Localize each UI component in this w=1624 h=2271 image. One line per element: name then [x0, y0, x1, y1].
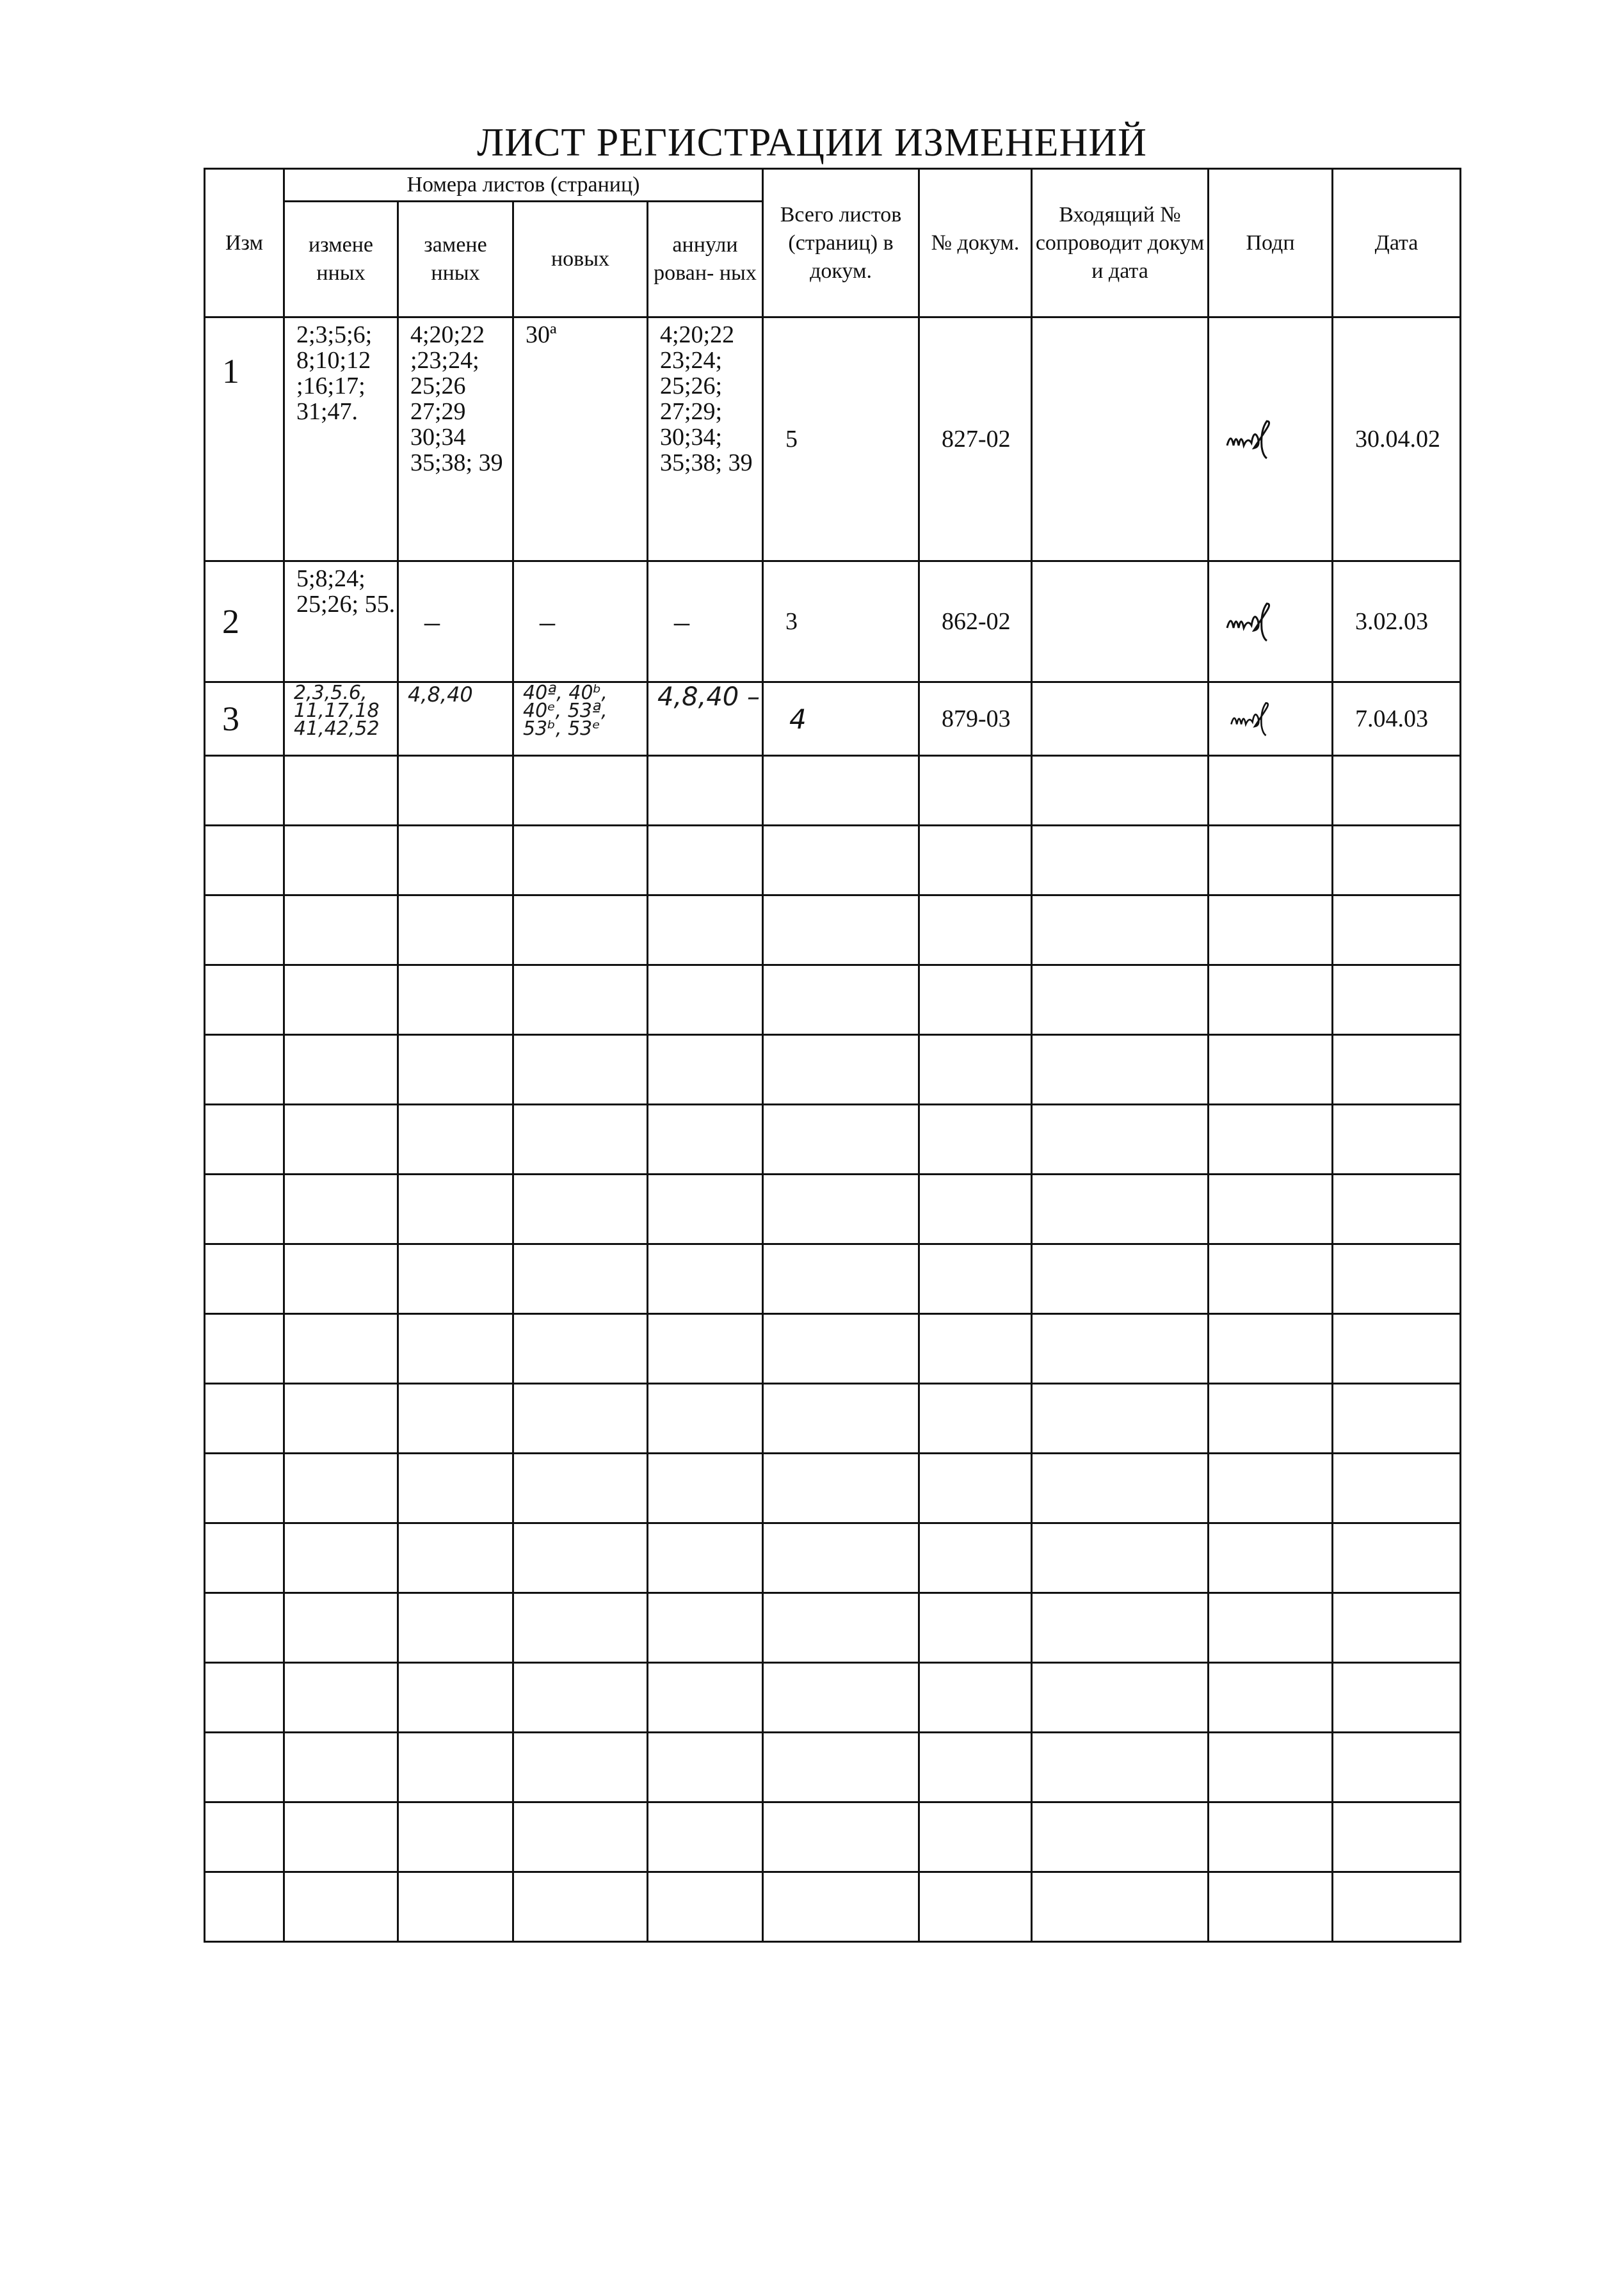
empty-cell	[1209, 1872, 1333, 1942]
empty-cell	[284, 1035, 398, 1105]
empty-cell	[763, 1523, 919, 1593]
empty-cell	[513, 1802, 648, 1872]
cell-new: 30ª	[513, 317, 648, 561]
empty-cell	[513, 1593, 648, 1663]
empty-cell	[763, 1035, 919, 1105]
empty-cell	[1333, 1314, 1461, 1384]
empty-cell	[205, 1244, 284, 1314]
empty-cell	[398, 1314, 513, 1384]
empty-cell	[1032, 1593, 1209, 1663]
signature-cell	[1209, 561, 1333, 682]
empty-cell	[1209, 965, 1333, 1035]
empty-table-row	[205, 1872, 1461, 1942]
empty-cell	[284, 1244, 398, 1314]
empty-cell	[648, 1523, 763, 1593]
empty-cell	[1032, 1175, 1209, 1244]
empty-cell	[648, 1035, 763, 1105]
empty-cell	[513, 1454, 648, 1523]
header-annulled: аннули рован- ных	[648, 202, 763, 317]
header-sign: Подп	[1209, 169, 1333, 317]
cell-replaced: 4;20;22 ;23;24; 25;26 27;29 30;34 35;38; 39	[398, 317, 513, 561]
empty-cell	[398, 1105, 513, 1175]
empty-cell	[205, 1454, 284, 1523]
empty-cell	[919, 965, 1032, 1035]
empty-cell	[919, 1593, 1032, 1663]
header-changed: измене нных	[284, 202, 398, 317]
empty-cell	[513, 1523, 648, 1593]
empty-cell	[919, 1454, 1032, 1523]
empty-cell	[1333, 1454, 1461, 1523]
empty-cell	[205, 1384, 284, 1454]
empty-table-row	[205, 895, 1461, 965]
empty-cell	[205, 756, 284, 826]
empty-cell	[1209, 1523, 1333, 1593]
empty-cell	[1209, 1314, 1333, 1384]
empty-cell	[205, 1523, 284, 1593]
empty-cell	[763, 1105, 919, 1175]
empty-cell	[1032, 1872, 1209, 1942]
empty-cell	[205, 1035, 284, 1105]
empty-cell	[648, 1593, 763, 1663]
empty-cell	[284, 1384, 398, 1454]
empty-cell	[1032, 1663, 1209, 1733]
empty-cell	[763, 1802, 919, 1872]
signature-mark	[1225, 695, 1295, 740]
empty-cell	[1209, 895, 1333, 965]
cell-date: 3.02.03	[1333, 561, 1461, 682]
signature-cell	[1209, 682, 1333, 756]
empty-cell	[1333, 1105, 1461, 1175]
cell-date: 7.04.03	[1333, 682, 1461, 756]
empty-cell	[648, 1802, 763, 1872]
empty-cell	[1209, 1454, 1333, 1523]
header-new: новых	[513, 202, 648, 317]
empty-cell	[1333, 1523, 1461, 1593]
empty-cell	[763, 1663, 919, 1733]
cell-replaced: –	[398, 561, 513, 682]
empty-cell	[284, 1593, 398, 1663]
empty-cell	[284, 1733, 398, 1802]
empty-cell	[398, 826, 513, 895]
empty-cell	[1032, 1802, 1209, 1872]
cell-incoming	[1032, 317, 1209, 561]
empty-cell	[763, 1872, 919, 1942]
empty-cell	[398, 756, 513, 826]
empty-cell	[205, 1872, 284, 1942]
empty-cell	[919, 1663, 1032, 1733]
header-sheet-numbers: Номера листов (страниц)	[284, 169, 763, 202]
cell-annulled: 4;20;22 23;24; 25;26; 27;29; 30;34; 35;38; 39	[648, 317, 763, 561]
empty-cell	[398, 895, 513, 965]
empty-cell	[1209, 1733, 1333, 1802]
cell-doc-no: 879-03	[919, 682, 1032, 756]
empty-cell	[205, 1105, 284, 1175]
empty-cell	[398, 1384, 513, 1454]
empty-cell	[648, 1454, 763, 1523]
empty-cell	[648, 1175, 763, 1244]
empty-table-row	[205, 1105, 1461, 1175]
empty-cell	[763, 895, 919, 965]
empty-cell	[1209, 1105, 1333, 1175]
cell-changed: 2;3;5;6; 8;10;12 ;16;17; 31;47.	[284, 317, 398, 561]
signature-cell	[1209, 317, 1333, 561]
empty-cell	[284, 756, 398, 826]
empty-cell	[284, 1314, 398, 1384]
empty-cell	[284, 895, 398, 965]
empty-cell	[1032, 826, 1209, 895]
empty-cell	[1032, 895, 1209, 965]
empty-cell	[398, 1175, 513, 1244]
empty-cell	[1333, 1872, 1461, 1942]
empty-cell	[284, 1454, 398, 1523]
cell-changed: 2,3,5.6, 11,17,18 41,42,52	[284, 682, 398, 756]
header-incoming: Входящий № сопроводит докум и дата	[1032, 169, 1209, 317]
empty-cell	[1032, 965, 1209, 1035]
cell-izm: 3	[205, 682, 284, 756]
cell-incoming	[1032, 682, 1209, 756]
empty-cell	[1333, 756, 1461, 826]
empty-cell	[1209, 1244, 1333, 1314]
empty-cell	[919, 1175, 1032, 1244]
empty-cell	[763, 1244, 919, 1314]
empty-cell	[1333, 895, 1461, 965]
empty-table-row	[205, 965, 1461, 1035]
empty-cell	[1032, 1035, 1209, 1105]
empty-cell	[1209, 1663, 1333, 1733]
empty-cell	[284, 1105, 398, 1175]
empty-cell	[919, 1523, 1032, 1593]
empty-cell	[284, 1175, 398, 1244]
empty-cell	[648, 895, 763, 965]
empty-cell	[398, 1523, 513, 1593]
empty-cell	[398, 1454, 513, 1523]
empty-cell	[1209, 1175, 1333, 1244]
empty-cell	[763, 1733, 919, 1802]
empty-cell	[205, 1663, 284, 1733]
empty-cell	[648, 965, 763, 1035]
empty-cell	[398, 965, 513, 1035]
table-row	[205, 317, 1461, 561]
empty-cell	[1209, 1035, 1333, 1105]
header-replaced: замене нных	[398, 202, 513, 317]
empty-cell	[205, 1175, 284, 1244]
empty-cell	[513, 1872, 648, 1942]
empty-cell	[648, 1663, 763, 1733]
empty-cell	[919, 1733, 1032, 1802]
cell-incoming	[1032, 561, 1209, 682]
empty-cell	[205, 1593, 284, 1663]
empty-cell	[513, 1733, 648, 1802]
empty-cell	[919, 756, 1032, 826]
cell-izm: 1	[205, 317, 284, 561]
change-registration-table	[204, 168, 1461, 1943]
empty-cell	[205, 1802, 284, 1872]
empty-cell	[398, 1035, 513, 1105]
empty-cell	[1209, 1802, 1333, 1872]
empty-cell	[919, 895, 1032, 965]
empty-cell	[648, 1872, 763, 1942]
empty-cell	[1333, 1733, 1461, 1802]
cell-total: 5	[763, 317, 919, 561]
signature-mark	[1225, 412, 1295, 463]
empty-table-row	[205, 756, 1461, 826]
cell-replaced: 4,8,40	[398, 682, 513, 756]
empty-cell	[284, 1663, 398, 1733]
empty-table-row	[205, 1244, 1461, 1314]
empty-cell	[1032, 756, 1209, 826]
empty-cell	[919, 1035, 1032, 1105]
empty-cell	[205, 1733, 284, 1802]
empty-cell	[919, 1314, 1032, 1384]
cell-new: –	[513, 561, 648, 682]
header-izm: Изм	[205, 169, 284, 317]
cell-new: 40ª, 40ᵇ, 40ᵉ, 53ª, 53ᵇ, 53ᵉ	[513, 682, 648, 756]
empty-cell	[763, 965, 919, 1035]
cell-total: 4	[763, 682, 919, 756]
cell-total: 3	[763, 561, 919, 682]
empty-cell	[1209, 1593, 1333, 1663]
empty-table-row	[205, 1523, 1461, 1593]
table-row	[205, 561, 1461, 682]
empty-cell	[1032, 1105, 1209, 1175]
empty-cell	[284, 1802, 398, 1872]
empty-cell	[919, 826, 1032, 895]
page-title: ЛИСТ РЕГИСТРАЦИИ ИЗМЕНЕНИЙ	[477, 121, 1147, 165]
empty-cell	[398, 1802, 513, 1872]
empty-cell	[513, 965, 648, 1035]
empty-cell	[205, 1314, 284, 1384]
empty-cell	[763, 1593, 919, 1663]
empty-cell	[284, 826, 398, 895]
empty-cell	[513, 1384, 648, 1454]
empty-cell	[648, 1314, 763, 1384]
empty-cell	[919, 1872, 1032, 1942]
empty-cell	[284, 965, 398, 1035]
empty-cell	[1333, 965, 1461, 1035]
empty-cell	[763, 756, 919, 826]
empty-cell	[648, 1244, 763, 1314]
empty-cell	[919, 1244, 1032, 1314]
empty-table-row	[205, 1454, 1461, 1523]
empty-cell	[1032, 1523, 1209, 1593]
empty-cell	[513, 1175, 648, 1244]
cell-annulled: –	[648, 561, 763, 682]
empty-cell	[513, 826, 648, 895]
empty-cell	[205, 965, 284, 1035]
empty-cell	[513, 1314, 648, 1384]
empty-table-row	[205, 1593, 1461, 1663]
empty-cell	[648, 1733, 763, 1802]
empty-cell	[398, 1593, 513, 1663]
cell-annulled: 4,8,40 –	[648, 682, 763, 756]
empty-cell	[284, 1523, 398, 1593]
empty-cell	[1209, 826, 1333, 895]
empty-cell	[513, 895, 648, 965]
empty-cell	[648, 1105, 763, 1175]
empty-table-row	[205, 1802, 1461, 1872]
cell-doc-no: 862-02	[919, 561, 1032, 682]
empty-cell	[398, 1872, 513, 1942]
empty-cell	[1032, 1314, 1209, 1384]
empty-cell	[513, 756, 648, 826]
empty-cell	[919, 1384, 1032, 1454]
empty-cell	[763, 1454, 919, 1523]
empty-table-row	[205, 1733, 1461, 1802]
empty-cell	[919, 1802, 1032, 1872]
header-doc-no: № докум.	[919, 169, 1032, 317]
empty-cell	[1333, 1035, 1461, 1105]
empty-cell	[513, 1663, 648, 1733]
empty-cell	[763, 1384, 919, 1454]
empty-cell	[763, 1175, 919, 1244]
empty-cell	[513, 1035, 648, 1105]
cell-izm: 2	[205, 561, 284, 682]
cell-changed: 5;8;24; 25;26; 55.	[284, 561, 398, 682]
cell-date: 30.04.02	[1333, 317, 1461, 561]
empty-cell	[398, 1733, 513, 1802]
empty-cell	[284, 1872, 398, 1942]
empty-cell	[763, 1314, 919, 1384]
empty-cell	[1032, 1454, 1209, 1523]
empty-cell	[648, 826, 763, 895]
empty-cell	[205, 826, 284, 895]
empty-cell	[1333, 826, 1461, 895]
empty-cell	[1333, 1384, 1461, 1454]
empty-cell	[763, 826, 919, 895]
empty-table-row	[205, 1384, 1461, 1454]
empty-cell	[919, 1105, 1032, 1175]
empty-cell	[513, 1244, 648, 1314]
empty-cell	[1032, 1244, 1209, 1314]
empty-cell	[648, 756, 763, 826]
table-row	[205, 682, 1461, 756]
empty-table-row	[205, 826, 1461, 895]
empty-cell	[1333, 1244, 1461, 1314]
empty-cell	[513, 1105, 648, 1175]
cell-doc-no: 827-02	[919, 317, 1032, 561]
empty-table-row	[205, 1035, 1461, 1105]
empty-cell	[1333, 1663, 1461, 1733]
signature-mark	[1225, 595, 1295, 646]
empty-cell	[205, 895, 284, 965]
empty-cell	[398, 1244, 513, 1314]
empty-cell	[1209, 1384, 1333, 1454]
empty-cell	[1032, 1384, 1209, 1454]
empty-table-row	[205, 1314, 1461, 1384]
empty-cell	[1333, 1593, 1461, 1663]
empty-cell	[648, 1384, 763, 1454]
empty-cell	[1333, 1175, 1461, 1244]
empty-table-row	[205, 1663, 1461, 1733]
empty-cell	[1209, 756, 1333, 826]
empty-table-row	[205, 1175, 1461, 1244]
empty-cell	[1333, 1802, 1461, 1872]
empty-cell	[398, 1663, 513, 1733]
header-total-sheets: Всего листов (страниц) в докум.	[763, 169, 919, 317]
empty-cell	[1032, 1733, 1209, 1802]
header-date: Дата	[1333, 169, 1461, 317]
